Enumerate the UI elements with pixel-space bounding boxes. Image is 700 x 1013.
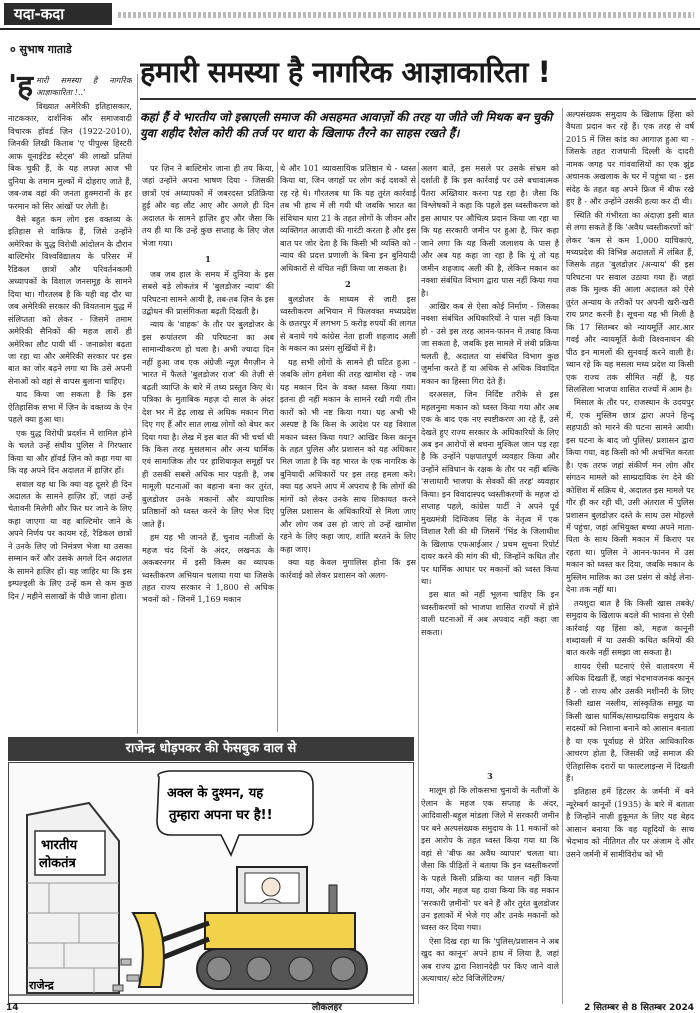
article-column-4-lower xyxy=(421,766,559,1004)
paragraph: पर ज़िन ने बाल्टिमोर जाना ही तय किया, जहां उन्होंने अपना भाषण दिया - जिसकी छात्रों एवं अध्यापकों में जबरदस्त प्रतिक्रिया हुई और वह लौट आए और अगले ही दिन अदालत के सामने हाज़िर हुए और जैसा कि तय ही था कि उन्हें कुछ सप्ताह के लिए जेल भेजा गया। xyxy=(142,163,274,248)
paragraph: अलग बातें, इस मसले पर उसके संभ्रम को दर्शाती हैं कि इस कार्रवाई पर उसे बचावात्मक पैंतरा अख्तियार करना पड़ रहा है। जैसा कि विश्लेषकों ने कहा कि पहले इस ध्वस्तीकरण को इस आधार पर औचित्य प्रदान किया जा रहा था कि यह सरकारी जमीन पर हुआ है, फिर कहा जाने लगा कि यह किसी जलाशय के पास है और अब यह कहा जा रहा है कि यूं तो यह जमीन शहजाद अली की है, लेकिन मकान का नक्शा संबंधित विभाग द्वारा पास नहीं किया गया है। xyxy=(421,163,559,298)
author-byline: ० सुभाष गाताडे xyxy=(10,43,72,56)
paragraph: हम यह भी जानते हैं, चुनाव नतीजों के महज चंद दिनों के अंदर, लखनऊ के अकबरनगर में इसी किस्म का व्यापक ध्वस्तीकरण अभियान चलाया गया था जिसके तहत राज्य सरकार ने 1,800 से अधिक भवनों को - जिनमें 1,169 मकान xyxy=(142,532,274,605)
house-wall xyxy=(27,803,119,993)
paragraph: बुलडोजर के माध्यम से जारी इस ध्वस्तीकरण अभियान में फिलवक्त मध्यप्रदेश के छतरपुर में लगभग 5 करोड़ रुपयों की लागत से बनाये गये कांग्रेस नेता हाजी शहजाद अली के मकान का प्रसंग सुर्खियों में है। xyxy=(280,293,416,354)
lead-paragraph xyxy=(8,74,132,104)
paragraph: इतिहास हमें हिटलर के जर्मनी में बने न्यूरेम्बर्ग कानूनों (1935) के बारे में बताता है जिन्होंने नाज़ी हुकूमत के लिए यह बेहद आसान बनाया कि वह यहूदियों के साथ भेदभाव को नीतिगत तौर पर अंजाम दे और उसने जर्मनी में सामीविरोध को भी xyxy=(566,786,694,859)
bulldozer-cartoon xyxy=(9,763,413,1003)
paragraph: याद किया जा सकता है कि इस ऐतिहासिक सभा में ज़िन के वक्तव्य के ऐन पहले क्या हुआ था। xyxy=(8,389,132,425)
article-column-5 xyxy=(566,108,694,1004)
drop-cap: 'ह xyxy=(8,74,34,104)
cartoon-heading: राजेन्द्र धोड़पकर की फेसबुक वाल से xyxy=(8,737,414,761)
headline: हमारी समस्या है नागरिक आज्ञाकारिता ! xyxy=(140,55,551,89)
cartoon-illustration xyxy=(8,762,414,1004)
paragraph: न्याय के 'वाहक' के तौर पर बुलडोजर के इस रूपांतरण की परिघटना का अब सामान्यीकरण हो चला है। अभी ज्यादा दिन नहीं हुआ जब एक अंग्रेजी न्यूज़ मैगज़ीन ने भारत में फैलते 'बुलडोजर राज' की तेज़ी से बढ़ती व्याप्ति के बारे में तथ्य प्रस्तुत किए थे। पत्रिका के मुताबिक महज़ दो साल के अंदर देश भर में डेढ़ लाख से अधिक मकान गिरा दिए गए हैं और सात लाख लोगों को बेघर कर दिया गया है। लेख में इस बात की भी चर्चा थी कि किस तरह मुसलमान और अन्य धार्मिक एवं सामाजिक तौर पर हाशियाकृत समूहों पर ही उसकी सबसे अधिक मार पड़ती है, जब मामूली घटनाओं का बहाना बना कर तुरंत, बुलडोजर उनके मकानों और व्यापारिक प्रतिष्ठानों को ध्वस्त करने के लिए भेज दिए जाते हैं। xyxy=(142,319,274,529)
paragraph: अल्पसंख्यक समुदाय के खिलाफ हिंसा को वैधता प्रदान कर रहे हैं। एक तरह से वर्ष 2015 में जिस कांड का आगाज़ हुआ था - जिसके तहत राजधानी दिल्ली के दादरी नामक जगह पर गांववासियों का एक झुंड अचानक अखलाक के घर में पहुंचा था - इस संदेह के तहत वह अपने फ्रिज में बीफ रखे हुए है - और उन्होंने उसकी हत्या कर दी थी। xyxy=(566,109,694,207)
paragraph: विख्यात अमेरिकी इतिहासकार, नाटककार, दार्शनिक और समाजवादी विचारक हॉवर्ड ज़िन (1922-2010), जिनकी लिखी किताब 'ए पीपुल्स हिस्टरी आफ यूनाईटेड स्टेट्स' की लाखों प्रतियां बिक चुकी हैं, के यह लफ़्ज़ आज भी दुनिया के तमाम मुल्कों में दोहराए जाते हैं, जब-जब वहां की जनता हुक्मरानों के हर फरमान को सिर आंखों पर लेती है। xyxy=(8,100,132,211)
paragraph: क्या यह केवल मुगालिस होना कि इस कार्रवाई को लेकर प्रशासन को अलग- xyxy=(280,557,416,580)
speech-line-1: अक्ल के दुश्मन, यह xyxy=(167,786,264,801)
headline-rule xyxy=(140,98,696,100)
paragraph: दरअसल, जिन निर्दिष्ट तरीके से इस महलनुमा मकान को ध्वस्त किया गया और अब एक के बाद एक नए स्पष्टीकरण आ रहे हैं, उसे देखते हुए राज्य सरकार के अधिकारियों के लिए अब इन आरोपों से बचना मुश्किल जान पड़ रहा है कि उन्होंने पक्षपातपूर्ण व्यवहार किया और उन्होंने संविधान के रक्षक के तौर पर नहीं बल्कि 'सत्ताधारी भाजपा के सेवकों की तरह' व्यवहार किया। इन विवादास्पद ध्वस्तीकरणों के महज दो सप्ताह पहले, कांग्रेस पार्टी ने अपने पूर्व मुख्यमंत्री दिग्विजय सिंह के नेतृत्व में एक विशाल रैली की थी जिसमें 'भिंड के जिलाधीश के खिलाफ एफआईआर / प्रथम सूचना रिपोर्ट दायर करने की मांग की थी, जिन्होंने कथित तौर पर धार्मिक आधार पर मकानों को ध्वस्त किया था। xyxy=(421,389,559,586)
column-rule xyxy=(137,74,138,734)
section-number: 1 xyxy=(205,254,211,265)
paragraph: वैसे बहुत कम लोग इस वक्तव्य के इतिहास से वाकिफ हैं, जिसे उन्होंने अमेरिका के युद्ध विरोधी आंदोलन के दौरान बाल्टिमोर विश्वविद्यालय के परिसर में रैडिकल छात्रों और परिवर्तनकामी अध्यापकों के विशाल जनसमूह के सामने दिया था। गौरतलब है कि यही वह दौर था जब अमेरिकी सरकार की वियतनाम युद्ध में संलिप्तता को लेकर - जिसमें तमाम अमेरिकी सैनिकों की महज लाशें ही अमेरिका लौट पायी थीं - जनाक्रोश बढ़ता जा रहा था और अमेरिकी सरकार पर इस बात का जोर बढ़ने लगा था कि उसे अपनी सेनाओं को वहां से वापस बुलाना चाहिए। xyxy=(8,213,132,386)
paragraph: मालूम हो कि लोकसभा चुनावों के नतीजों के ऐलान के महज एक सप्ताह के अंदर, आदिवासी-बहुल मांडला जिले में सरकारी जमीन पर बने अल्पसंख्यक समुदाय के 11 मकानों को इस आरोप के तहत ध्वस्त किया गया था कि वहां से 'बीफ का अवैध व्यापार' चलता था। जैसा कि पीड़ितों ने बताया कि इन ध्वस्तीकरणों के पहले किसी प्रक्रिया का पालन नहीं किया गया, और महज यह दावा किया कि वह मकान 'सरकारी ज़मीनों' पर बने हैं और तुरंत बुलडोजर उन इलाकों में भेजे गए और उनके मकानों को ध्वस्त कर दिया गया। xyxy=(421,785,559,933)
paragraph: शायद ऐसी घटनाएं ऐसे वातावरण में अधिक दिखती हैं, जहां भेदभावजनक कानून हैं - जो राज्य और उसकी मशीनरी के लिए किसी खास नस्लीय, सांस्कृतिक समूह या किसी खास धार्मिक/साम्प्रदायिक समुदाय के सदस्यों को निशाना बनाने को आसान बनाता है या एक पूर्वाग्रह से प्रेरित आधिकारिक आचरण होता है, जिसकी जड़ें समाज की ऐतिहासिक दरारों या फाल्टलाइन्स में दिखती हैं। xyxy=(566,660,694,784)
page-footer xyxy=(0,1004,700,1013)
paragraph: जब जब हाल के समय में दुनिया के इस सबसे बड़े लोकतंत्र में 'बुलडोजर न्याय' की परिघटना सामने आयी है, तब-तब ज़िन के इस उद्बोधन की प्रासंगिकता बढ़ती दिखती है। xyxy=(142,268,274,316)
section-number: 2 xyxy=(345,279,351,290)
section-number: 3 xyxy=(487,771,493,781)
paragraph: ऐसा दिख रहा था कि 'पुलिस/प्रशासन ने अब खुद का कानून' अपने हाथ में लिया है, जहां अब राज्य द्वारा निशानदेही पर किए जाने वाले अत्याचार/ स्टेट विजिलेंटिज्म/ xyxy=(421,935,559,984)
issue-dates: 2 सितम्बर से 8 सितम्बर 2024 xyxy=(584,1003,694,1013)
wall-sign-line-2: लोकतंत्र xyxy=(39,856,76,871)
publication-name: लोकलहर xyxy=(312,1003,342,1013)
paragraph: थे और 101 व्यावसायिक प्रतिष्ठान थे - ध्वस्त किया था, जिन जगहों पर लोग कई दशकों से रह रहे थे। गौरतलब था कि यह तुरंत कार्रवाई तब भी हाथ में ली गयी थी जबकि भारत का संविधान धारा 21 के तहत लोगों के जीवन और व्यक्तिगत आज़ादी की गारंटी करता है और इस बात पर जोर देता है कि किसी भी व्यक्ति को - न्याय की प्रदत्त प्रणाली के बिना इन बुनियादी अधिकारों से वंचित नहीं किया जा सकता है। xyxy=(280,163,416,273)
article-column-3 xyxy=(280,162,416,730)
article-column-4 xyxy=(421,162,559,730)
paragraph: एक युद्ध विरोधी प्रदर्शन में शामिल होने के चलते उन्हें संघीय पुलिस ने गिरफ्तार किया था और हॉवर्ड ज़िन को कहा गया था कि वह अपने दिन अदालत में हाज़िर हों। xyxy=(8,427,132,476)
article-column-2 xyxy=(142,162,274,730)
section-rule xyxy=(118,12,694,18)
speech-line-2: तुम्हारा अपना घर है!! xyxy=(169,808,273,823)
paragraph: आखिर कब से ऐसा कोई निर्माण - जिसका नक्शा संबंधित अधिकारियों ने पास नहीं किया हो - उसे इस तरह आनन-फानन में तबाह किया जा सकता है, जबकि इस मामले में लंबी प्रक्रिया चलती है, अदालत या संबंधित विभाग कुछ जुर्माना करते हैं या अधिक से अधिक विवादित मकान का हिस्सा गिरा देते हैं। xyxy=(421,300,559,386)
bulldozer xyxy=(133,867,367,989)
column-rule xyxy=(277,162,278,732)
paragraph: मिसाल के तौर पर, राजस्थान के उदयपुर में, एक मुस्लिम छात्र द्वारा अपने हिन्दू सहपाठी को मारने की घटना सामने आयी। इस घटना के बाद जो पुलिस/ प्रशासन द्वारा किया गया, वह किसी को भी अचंभित करता है। एक तरफ जहां संकीर्ण मन लोग और संगठन मामले को साम्प्रदायिक रंग देने की कोशिश में सक्रिय थे, अदालत इस मामले पर गौर ही कर रही थी, उसी अंतराल में पुलिस प्रशासन बुलडोज़र दस्ते के साथ उस मोहल्ले में पहुंचा, जहां अभियुक्त बच्चा अपने माता-पिता के साथ किसी मकान में किराए पर रहता था। पुलिस ने आनन-फानन में उस मकान को ध्वस्त कर दिया, जबकि मकान के मुस्लिम मालिक का उस प्रसंग से कोई लेना-देना तक नहीं था। xyxy=(566,397,694,595)
paragraph: तयशुदा बात है कि किसी खास तबके/ समुदाय के खिलाफ बदले की भावना से ऐसी कार्रवाई यह हिंसा को, महज कानूनी शब्दावली में या उसकी कथित कमियों की बात करके नहीं समझा जा सकता है। xyxy=(566,597,694,658)
cartoonist-signature: राजेन्द्र xyxy=(29,979,54,992)
paragraph: स्थिति की गंभीरता का अंदाज़ा इसी बात से लगा सकते हैं कि 'अवैध ध्वस्तीकरणों को' लेकर 'कम से कम 1,000 याचिकाएं, मध्यप्रदेश की विभिन्न अदालतों में लंबित हैं, जिसके तहत 'बुलडोज़र /अन्याय' की इस परिघटना पर सवाल उठाया गया है। जहां तक कि मुल्क की आला अदालत को ऐसे तुरंत अन्याय के तरीकों पर अपनी खरी-खरी राय प्रगट करनी है। सूचना यह भी मिली है कि 17 सितम्बर को न्यायमूर्ति आर.आर गवई और न्यायमूर्ति केवी विश्वनाथन की पीठ इन मामलों की सुनवाई करने वाली है। ध्यान रहे कि यह मसला मध्य प्रदेश या किसी एक राज्य तक सीमित नहीं है, यह सिलसिला भाजपा शासित राज्यों में आम है। xyxy=(566,209,694,394)
column-rule xyxy=(562,108,563,1004)
paragraph: इस बात को नहीं भूलना चाहिए कि इन ध्वस्तीकरणों को भाजपा शासित राज्यों में होने वाली घटनाओं में अब अपवाद नहीं कहा जा सकता। xyxy=(421,589,559,637)
section-label: यदा-कदा xyxy=(4,3,112,25)
column-rule xyxy=(418,162,419,1004)
paragraph: सवाल यह था कि क्या वह दूसरे ही दिन अदालत के सामने हाज़िर हों, जहां उन्हें चेतावनी मिलेगी और फिर घर जाने के लिए कहा जाएगा या वह बाल्टिमोर जाने के अपने निर्णय पर कायम रहें, रैडिकल छात्रों ने उनके लिए जो निमंत्रण भेजा था उसका सम्मान करें और उसके अगले दिन अदालत के सामने हाज़िर हों। यह जाहिर था कि इस इम्पल्ड्ली के लिए उन्हें कम से कम कुछ दिन / महीने सलाखों के पीछे जाना होता। xyxy=(8,478,132,601)
wall-sign-line-1: भारतीय xyxy=(41,838,78,853)
paragraph: यह सभी लोगों के सामने ही घटित हुआ - जबकि लोग हमेशा की तरह खामोश रहे - जब यह मकान दिन के वक्त ध्वस्त किया गया। इतना ही नहीं मकान के सामने रखी गयी तीन कारों को भी नष्ट किया गया। यह अभी भी अस्पष्ट है कि किस के आदेश पर यह विशाल मकान ध्वस्त किया गया? आखिर किस कानून के तहत पुलिस और प्रशासन को यह अधिकार मिल जाता है कि वह भारत के एक नागरिक के बुनियादी अधिकारों पर इस तरह हमला करे। क्या यह अपने आप में अपराध है कि लोगों की मांगों को लेकर उनके साथ शिकायत करने पुलिस प्रशासन के अधिकारियों से मिला जाए और लोग जब उस हो जाएं तो उन्हें खामोश रहने के लिए कहा जाए, शांति बरतने के लिए कहा जाए। xyxy=(280,356,416,554)
article-deck: कहां हैं वे भारतीय जो इस्राएली समाज की असहमत आवाज़ों की तरह या जीते जी मिथक बन चुकी युवा शहीद रैशेल कोरी की तर्ज पर धारा के खिलाफ तैरने का साहस रखते हैं। xyxy=(140,110,553,140)
lead-quote: मारी समस्या है नागरिक आज्ञाकारिता !..' xyxy=(36,75,132,98)
article-column-1 xyxy=(8,74,132,746)
section-header xyxy=(0,0,700,30)
page-number: 14 xyxy=(6,1003,19,1013)
